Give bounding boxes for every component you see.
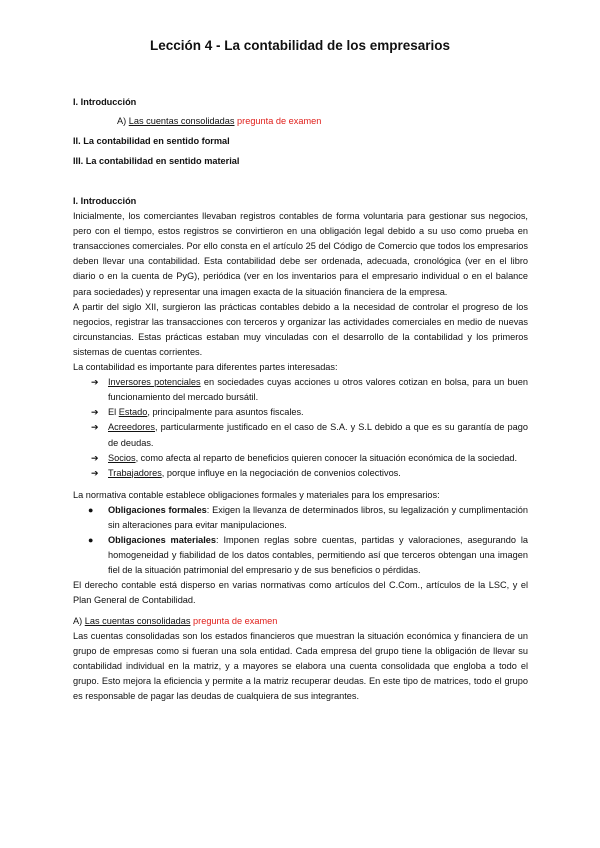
arrow-icon: ➔ xyxy=(91,467,99,478)
exam-note: pregunta de examen xyxy=(237,116,322,126)
list-item: ➔ Inversores potenciales en sociedades cuyas acciones u otros valores cotizan en bolsa, para un buen funcionamiento del mercado bursátil. xyxy=(91,377,528,403)
section-introduccion xyxy=(73,194,528,704)
list-item: ➔ El Estado, principalmente para asuntos fiscales. xyxy=(73,405,528,420)
arrow-icon: ➔ xyxy=(91,377,99,388)
list-item: ● Obligaciones formales: Exigen la llevanza de determinados libros, su legalización y cumplimentación sin alteraciones para evitar manipulaciones. xyxy=(88,504,528,530)
toc-item-cuentas-consolidadas xyxy=(117,116,321,126)
arrow-icon: ➔ xyxy=(91,422,99,433)
paragraph: La contabilidad es importante para diferentes partes interesadas: xyxy=(73,362,338,373)
bullet-icon: ● xyxy=(88,535,94,546)
paragraph: El derecho contable está disperso en varias normativas como artículos del C.Com., artículos de la LSC, y el Plan General de Contabilidad. xyxy=(73,580,528,606)
list-item: ➔ Socios, como afecta al reparto de beneficios quieren conocer la situación económica de la sociedad. xyxy=(73,451,528,466)
stakeholder-list xyxy=(73,375,528,481)
arrow-icon: ➔ xyxy=(91,407,99,418)
section-heading: I. Introducción xyxy=(73,196,137,206)
paragraph: Inicialmente, los comerciantes llevaban registros contables de forma voluntaria para gestionar sus negocios, pero con el tiempo, estos registros se convirtieron en una obligación legal debido a su uso como prueba en transacciones comerciales. Por ello consta en el artículo 25 del Código de Comercio que todos los empresarios deben llevar una contabilidad. Esta contabilidad debe ser ordenada, adecuada, cronológica (ver en el libro diario o en la cuenta de PyG), periódica (ver en los inventarios para el empresario individual o en el balance para sociedades) y representar una imagen exacta de la situación financiera de la empresa. xyxy=(73,211,528,297)
obligations-list xyxy=(73,503,528,578)
arrow-icon: ➔ xyxy=(91,452,99,463)
toc-item-sentido-formal: II. La contabilidad en sentido formal xyxy=(73,136,230,146)
list-item: ● Obligaciones materiales: Imponen reglas sobre cuentas, partidas y valoraciones, asegurando la homogeneidad y fiabilidad de los datos contables, permitiendo así que terceros obtengan una imagen fiel de la situación patrimonial del empresario y de sus beneficios o pérdidas. xyxy=(88,535,528,576)
paragraph: A partir del siglo XII, surgieron las prácticas contables debido a la necesidad de controlar el progreso de los negocios, registrar las transacciones con terceros y organizar las actividades comerciales en medio de nuevas circunstancias. Estas prácticas estaban muy vinculadas con el desarrollo de la contabilidad y los primeros sistemas de cuentas corrientes. xyxy=(73,301,528,357)
paragraph: La normativa contable establece obligaciones formales y materiales para los empresarios: xyxy=(73,489,440,500)
toc-item-prefix: A) xyxy=(117,116,127,126)
toc-item-introduccion: I. Introducción xyxy=(73,97,137,107)
cuentas-consolidadas-heading: Las cuentas consolidadas xyxy=(84,615,191,626)
section-heading-cuentas-consolidadas: A) Las cuentas consolidadas pregunta de examen xyxy=(73,615,278,626)
toc-item-sentido-material: III. La contabilidad en sentido material xyxy=(73,156,240,166)
paragraph: Las cuentas consolidadas son los estados financieros que muestran la situación económica y financiera de un grupo de empresas como si fueran una sola entidad. Cada empresa del grupo tiene la obligación de llevar su contabilidad individual en la matriz, y a mayores se elabora una cuenta consolidada que engloba a todo el grupo. Esto mejora la eficiencia y permite a la matriz recuperar deudas. En este tipo de matrices, todo el grupo es responsable de pagar las deudas de cualquiera de sus integrantes. xyxy=(73,630,528,701)
list-item: ➔ Acreedores, particularmente justificado en el caso de S.A. y S.L debido a que es su garantía de pago de deudas. xyxy=(91,422,528,448)
bullet-icon: ● xyxy=(88,504,94,515)
exam-note: pregunta de examen xyxy=(193,615,278,626)
toc-link-cuentas-consolidadas[interactable]: Las cuentas consolidadas xyxy=(128,116,235,126)
page-title: Lección 4 - La contabilidad de los empresarios xyxy=(149,38,451,53)
list-item: ➔ Trabajadores, porque influye en la negociación de convenios colectivos. xyxy=(73,466,528,481)
